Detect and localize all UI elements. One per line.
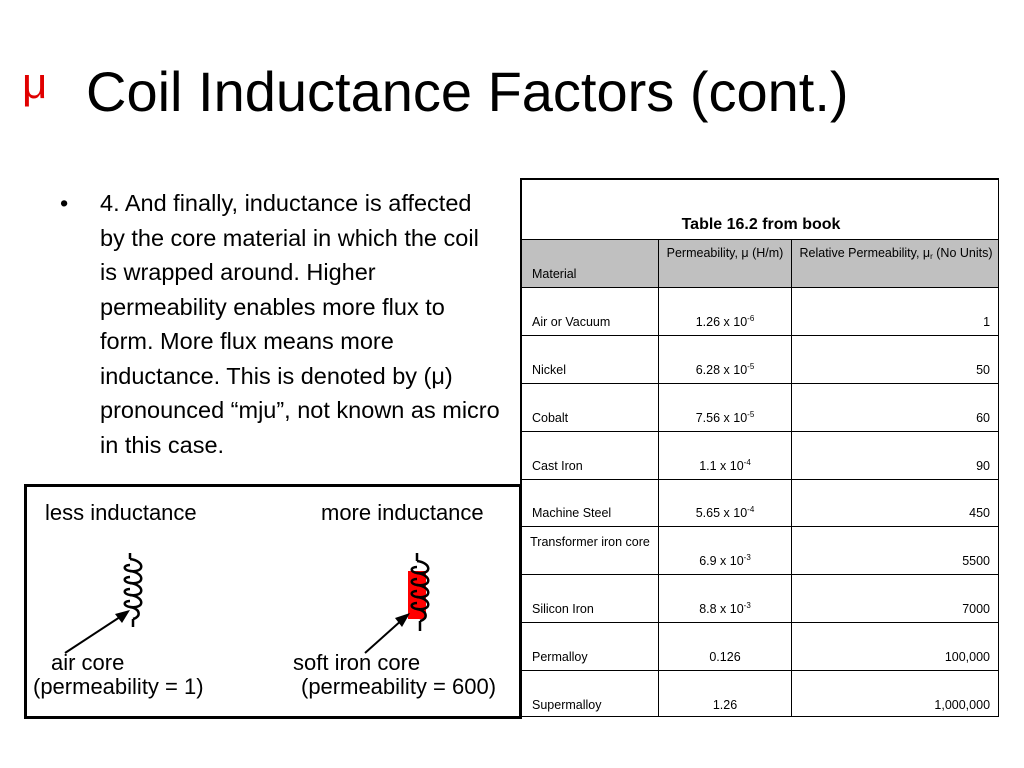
less-inductance-label: less inductance bbox=[45, 500, 197, 525]
cell-material: Air or Vacuum bbox=[522, 288, 659, 336]
table-header-row bbox=[522, 240, 1000, 288]
table-row bbox=[522, 431, 1000, 479]
table-row bbox=[522, 383, 1000, 431]
cell-material: Machine Steel bbox=[522, 479, 659, 527]
table-row bbox=[522, 335, 1000, 383]
cell-permeability bbox=[659, 527, 792, 575]
soft-iron-core-label: soft iron core bbox=[293, 650, 421, 675]
cell-relative-permeability: 50 bbox=[792, 335, 1000, 383]
cell-material: Transformer iron core bbox=[522, 527, 659, 575]
permeability-base: 6.28 x 10 bbox=[695, 362, 748, 377]
permeability-exponent: -5 bbox=[747, 409, 755, 419]
cell-material: Permalloy bbox=[522, 623, 659, 671]
cell-relative-permeability: 5500 bbox=[792, 527, 1000, 575]
header-material: Material bbox=[522, 240, 659, 288]
permeability-exponent: -3 bbox=[743, 553, 751, 563]
cell-relative-permeability: 450 bbox=[792, 479, 1000, 527]
iron-core-arrow bbox=[365, 613, 410, 653]
cell-relative-permeability: 90 bbox=[792, 431, 1000, 479]
cell-relative-permeability: 1,000,000 bbox=[792, 671, 1000, 717]
bullet-paragraph bbox=[60, 186, 500, 462]
slide-title: Coil Inductance Factors (cont.) bbox=[86, 60, 849, 123]
cell-permeability bbox=[659, 383, 792, 431]
header-relative-subscript: r bbox=[930, 252, 933, 261]
cell-permeability bbox=[659, 575, 792, 623]
table-body bbox=[522, 288, 1000, 718]
permeability-base: 8.8 x 10 bbox=[699, 602, 744, 617]
permeability-exponent: -5 bbox=[747, 361, 755, 371]
cell-permeability bbox=[659, 479, 792, 527]
iron-core-coil bbox=[408, 553, 428, 631]
air-core-coil bbox=[125, 553, 142, 627]
permeability-table-container bbox=[520, 178, 999, 717]
mu-bullet-symbol: μ bbox=[22, 59, 48, 108]
table-row bbox=[522, 479, 1000, 527]
cell-material: Cobalt bbox=[522, 383, 659, 431]
permeability-base: 1.26 x 10 bbox=[695, 314, 748, 329]
permeability-base: 1.26 bbox=[712, 698, 738, 713]
cell-permeability bbox=[659, 288, 792, 336]
cell-material: Nickel bbox=[522, 335, 659, 383]
header-permeability: Permeability, μ (H/m) bbox=[659, 240, 792, 288]
cell-relative-permeability: 1 bbox=[792, 288, 1000, 336]
permeability-exponent: -3 bbox=[743, 601, 751, 611]
header-relative-suffix: (No Units) bbox=[932, 246, 993, 260]
bullet-dot: • bbox=[60, 190, 69, 216]
permeability-base: 5.65 x 10 bbox=[695, 506, 748, 521]
permeability-exponent: -6 bbox=[747, 313, 755, 323]
iron-core-permeability-label: (permeability = 600) bbox=[301, 674, 497, 699]
header-relative-prefix: Relative Permeability, μ bbox=[799, 246, 931, 260]
table-row bbox=[522, 288, 1000, 336]
air-core-permeability-label: (permeability = 1) bbox=[33, 674, 204, 699]
permeability-base: 7.56 x 10 bbox=[695, 410, 748, 425]
air-core-label: air core bbox=[51, 650, 125, 675]
cell-material: Silicon Iron bbox=[522, 575, 659, 623]
air-core-arrow bbox=[65, 610, 130, 653]
table-row bbox=[522, 671, 1000, 717]
permeability-table bbox=[521, 179, 999, 717]
permeability-exponent: -4 bbox=[747, 505, 755, 515]
permeability-exponent: -4 bbox=[743, 457, 751, 467]
more-inductance-label: more inductance bbox=[321, 500, 484, 525]
bullet-paragraph-text: 4. And finally, inductance is affected by the core material in which the coil is wrapped around. Higher permeability enables more flux to form. More flux means more inductance. This is denoted by (μ) pronounced “mju”, not known as micro in this case. bbox=[100, 190, 500, 458]
table-row bbox=[522, 527, 1000, 575]
permeability-base: 0.126 bbox=[709, 650, 741, 665]
cell-permeability bbox=[659, 431, 792, 479]
cell-permeability bbox=[659, 671, 792, 717]
cell-permeability bbox=[659, 335, 792, 383]
cell-relative-permeability: 7000 bbox=[792, 575, 1000, 623]
cell-relative-permeability: 100,000 bbox=[792, 623, 1000, 671]
table-row bbox=[522, 575, 1000, 623]
inductance-figure bbox=[24, 484, 522, 719]
table-row bbox=[522, 623, 1000, 671]
cell-material: Cast Iron bbox=[522, 431, 659, 479]
permeability-base: 1.1 x 10 bbox=[699, 458, 744, 473]
table-caption: Table 16.2 from book bbox=[522, 180, 1000, 240]
cell-relative-permeability: 60 bbox=[792, 383, 1000, 431]
cell-material: Supermalloy bbox=[522, 671, 659, 717]
permeability-base: 6.9 x 10 bbox=[699, 554, 744, 569]
header-relative-permeability bbox=[792, 240, 1000, 288]
cell-permeability bbox=[659, 623, 792, 671]
